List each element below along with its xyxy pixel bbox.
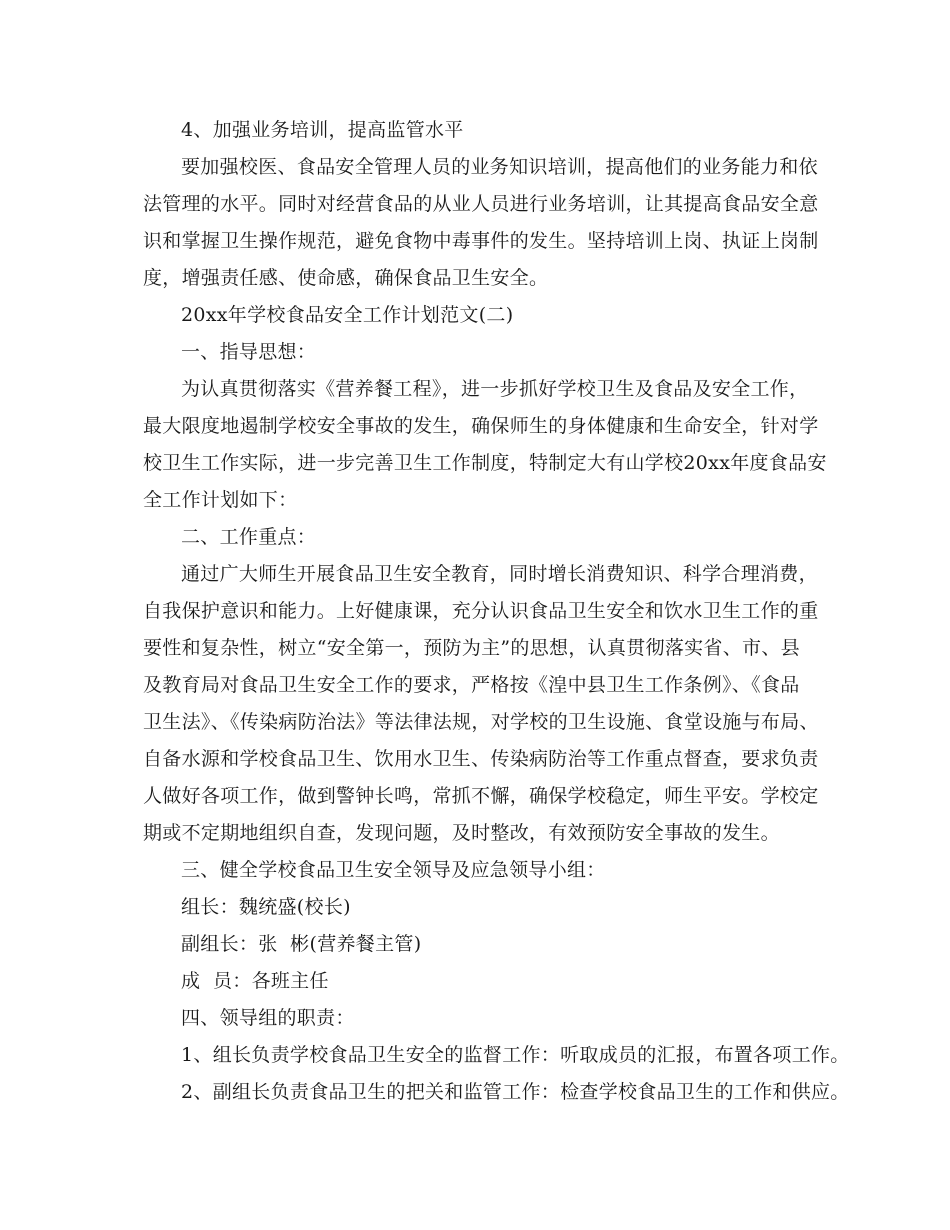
text-line: 校卫生工作实际，进一步完善卫生工作制度，特制定大有山学校20xx年度食品安 <box>143 452 827 474</box>
document-body <box>143 112 850 1111</box>
document-subtitle <box>143 297 823 334</box>
text-line: 自我保护意识和能力。上好健康课，充分认识食品卫生安全和饮水卫生工作的重 <box>143 600 819 622</box>
paragraph-guiding-thought <box>143 371 827 519</box>
text-line: 2、副组长负责食品卫生的把关和监管工作：检查学校食品卫生的工作和供应。 <box>181 1081 850 1103</box>
text-line: 及教育局对食品卫生安全工作的要求，严格按《湟中县卫生工作条例》、《食品 <box>143 674 800 696</box>
text-line: 组长：魏统盛(校长) <box>181 896 351 918</box>
section-heading-training <box>143 112 823 149</box>
text-line: 三、健全学校食品卫生安全领导及应急领导小组： <box>181 859 606 881</box>
text-line: 4、加强业务培训，提高监管水平 <box>181 119 464 141</box>
text-line: 要性和复杂性，树立“安全第一，预防为主”的思想，认真贯彻落实省、市、县 <box>143 637 800 659</box>
text-line: 人做好各项工作，做到警钟长鸣，常抓不懈，确保学校稳定，师生平安。学校定 <box>143 785 819 807</box>
text-line: 全工作计划如下： <box>143 489 298 511</box>
text-line: 期或不定期地组织自查，发现问题，及时整改，有效预防安全事故的发生。 <box>143 822 780 844</box>
text-line: 自备水源和学校食品卫生、饮用水卫生、传染病防治等工作重点督查，要求负责 <box>143 748 819 770</box>
text-line: 识和掌握卫生操作规范，避免食物中毒事件的发生。坚持培训上岗、执证上岗制 <box>143 230 819 252</box>
text-line: 度，增强责任感、使命感，确保食品卫生安全。 <box>143 267 549 289</box>
text-line: 最大限度地遏制学校安全事故的发生，确保师生的身体健康和生命安全，针对学 <box>143 415 819 437</box>
text-line: 20xx年学校食品安全工作计划范文(二) <box>181 304 514 326</box>
text-line: 法管理的水平。同时对经营食品的从业人员进行业务培训，让其提高食品安全意 <box>143 193 819 215</box>
deputy-group-leader <box>143 926 823 963</box>
paragraph-work-focus <box>143 556 823 852</box>
section-heading-responsibilities <box>143 1000 823 1037</box>
text-line: 要加强校医、食品安全管理人员的业务知识培训，提高他们的业务能力和依 <box>181 156 818 178</box>
text-line: 二、工作重点： <box>181 526 317 548</box>
group-leader <box>143 889 823 926</box>
responsibility-item-1 <box>143 1037 850 1074</box>
text-line: 副组长：张 彬(营养餐主管) <box>181 933 422 955</box>
text-line: 为认真贯彻落实《营养餐工程》，进一步抓好学校卫生及食品及安全工作， <box>181 378 809 400</box>
responsibility-item-2 <box>143 1074 850 1111</box>
text-line: 卫生法》、《传染病防治法》等法律法规，对学校的卫生设施、食堂设施与布局、 <box>143 711 819 733</box>
text-line: 四、领导组的职责： <box>181 1007 355 1029</box>
section-heading-guiding-thought <box>143 334 823 371</box>
section-heading-work-focus <box>143 519 823 556</box>
text-line: 1、组长负责学校食品卫生安全的监督工作：听取成员的汇报，布置各项工作。 <box>181 1044 850 1066</box>
text-line: 一、指导思想： <box>181 341 317 363</box>
paragraph-training <box>143 149 823 297</box>
section-heading-leadership-group <box>143 852 823 889</box>
group-members <box>143 963 823 1000</box>
text-line: 成 员：各班主任 <box>181 970 329 992</box>
text-line: 通过广大师生开展食品卫生安全教育，同时增长消费知识、科学合理消费， <box>181 563 818 585</box>
